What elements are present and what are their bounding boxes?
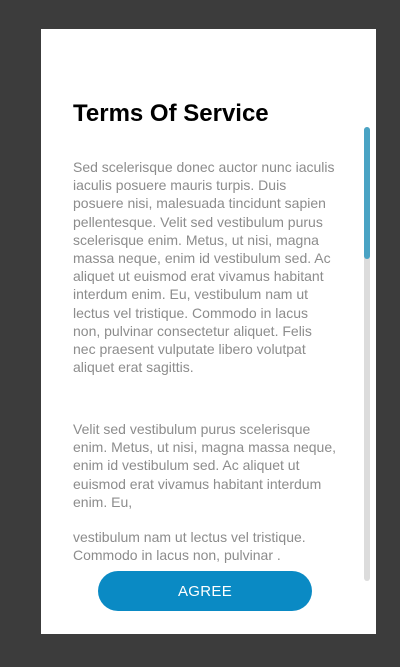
terms-paragraph: Velit sed vestibulum purus scelerisque enim. Metus, ut nisi, magna massa neque, enim id vestibulum sed. Ac aliquet ut euismod erat vivamus habitant interdum enim. Eu, — [73, 421, 337, 510]
terms-paragraph: vestibulum nam ut lectus vel tristique. Commodo in lacus non, pulvinar . — [73, 529, 306, 564]
scrollbar-track[interactable] — [364, 127, 370, 581]
terms-scroll-area[interactable] — [73, 158, 337, 584]
dialog-title: Terms Of Service — [73, 100, 269, 127]
agree-button[interactable]: AGREE — [98, 571, 312, 611]
terms-paragraph: Sed scelerisque donec auctor nunc iaculis iaculis posuere mauris turpis. Duis posuere nisi, malesuada tincidunt sapien pellentesque. Velit sed vestibulum purus scelerisque enim. Metus, ut nisi, magna massa neque, enim id vestibulum sed. Ac aliquet ut euismod erat vivamus habitant interdum enim. Eu, vestibulum nam ut lectus vel tristique. Commodo in lacus non, pulvinar consectetur aliquet. Felis nec praesent vulputate libero volutpat aliquet erat sagittis. — [73, 159, 335, 376]
scrollbar-thumb[interactable] — [364, 127, 370, 259]
terms-dialog — [41, 29, 376, 634]
